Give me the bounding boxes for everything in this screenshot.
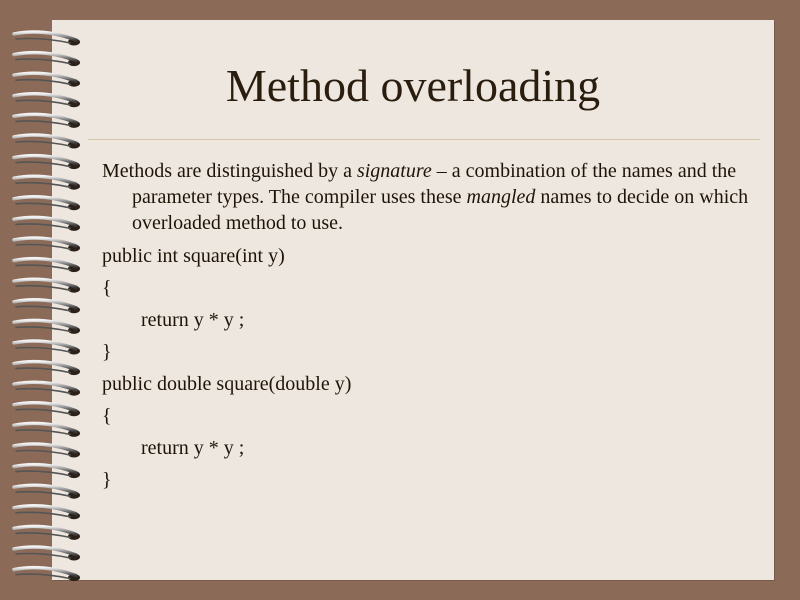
spiral-ring-icon (14, 135, 80, 149)
spiral-ring-icon (14, 526, 80, 540)
spiral-ring-icon (14, 320, 80, 334)
spiral-ring-icon (14, 444, 80, 458)
spiral-ring-icon (14, 32, 80, 46)
spiral-ring-icon (14, 485, 80, 499)
paragraph-text-2: – a combination of the names and the parameter types. The compiler uses these (132, 160, 737, 208)
spiral-ring-icon (14, 238, 80, 252)
code-line: public int square(int y) (102, 245, 285, 267)
spiral-ring-icon (14, 341, 80, 355)
spiral-ring-icon (14, 568, 80, 582)
code-line: { (102, 277, 112, 299)
slide-body (102, 158, 752, 496)
spiral-ring-icon (14, 362, 80, 376)
spiral-ring-icon (14, 217, 80, 231)
spiral-ring-icon (14, 506, 80, 520)
spiral-ring-icon (14, 259, 80, 273)
code-line: } (102, 341, 112, 363)
description-paragraph (102, 158, 752, 236)
paragraph-text-1: Methods are distinguished by a (102, 160, 357, 182)
spiral-ring-icon (14, 547, 80, 561)
spiral-ring-icon (14, 114, 80, 128)
spiral-ring-icon (14, 279, 80, 293)
code-line: return y * y ; (141, 437, 245, 459)
slide-title: Method overloading (225, 60, 601, 111)
code-line: return y * y ; (141, 309, 245, 331)
spiral-ring-icon (14, 300, 80, 314)
spiral-ring-icon (14, 423, 80, 437)
code-line: public double square(double y) (102, 373, 352, 395)
title-divider (88, 139, 760, 140)
paragraph-text-3: names to decide on which overloaded method to use. (132, 186, 749, 234)
spiral-ring-icon (14, 403, 80, 417)
mangled-term: mangled (466, 186, 536, 208)
spiral-ring-icon (14, 465, 80, 479)
spiral-ring-icon (14, 156, 80, 170)
code-line: } (102, 469, 112, 491)
code-line: { (102, 405, 112, 427)
spiral-ring-icon (14, 176, 80, 190)
signature-term: signature (356, 160, 432, 182)
spiral-ring-icon (14, 197, 80, 211)
spiral-ring-icon (14, 382, 80, 396)
